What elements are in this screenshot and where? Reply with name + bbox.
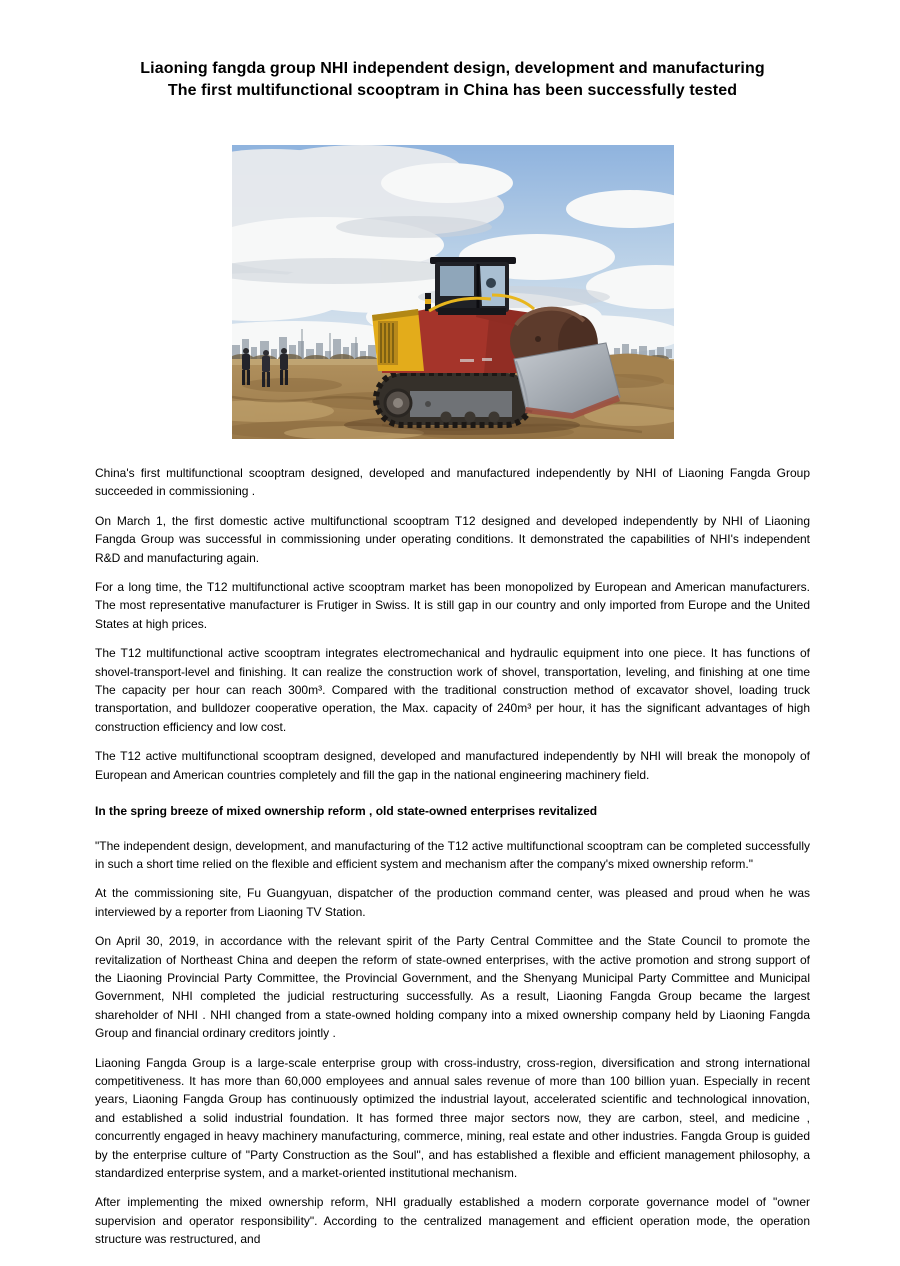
cab-side-window — [440, 266, 474, 296]
paragraph: The T12 multifunctional active scooptram integrates electromechanical and hydraulic equipment into one piece. It has functions of shovel-transport-level and finishing. It can realize the construction work of shovel, transportation, leveling, and finishing at one time The capacity per hour can reach 300m³. Compared with the traditional construction method of excavator shovel, loading truck transportation, and bulldozer cooperative operation, the Max. capacity of 240m³ per hour, it has the significant advantages of high construction efficiency and low cost. — [95, 646, 810, 734]
operator-cab — [430, 257, 516, 315]
paragraph: At the commissioning site, Fu Guangyuan, dispatcher of the production command center, was pleased and proud when he was interviewed by a reporter from Liaoning TV Station. — [95, 886, 810, 919]
paragraph: The T12 active multifunctional scooptram designed, developed and manufactured independently by NHI will break the monopoly of European and American countries completely and fill the gap in the national engineering machinery field. — [95, 749, 810, 782]
article-title-line1: Liaoning fangda group NHI independent design, development and manufacturing — [140, 60, 765, 77]
engine-module — [372, 309, 424, 371]
crawler-tracks — [376, 373, 532, 425]
exhaust-pipe — [425, 293, 431, 311]
article-photo — [232, 145, 674, 439]
paragraph: "The independent design, development, and manufacturing of the T12 active multifunctional scooptram can be completed successfully in such a short time relied on the flexible and efficient system and mechanism after the company's mixed ownership reform." — [95, 838, 810, 871]
paragraph: On March 1, the first domestic active multifunctional scooptram T12 designed and developed independently by NHI of Liaoning Fangda Group was successful in commissioning under operating conditions. It demonstrated the capabilities of NHI's independent R&D and manufacturing again. — [95, 513, 810, 565]
operator-silhouette — [486, 278, 496, 288]
paragraph: Liaoning Fangda Group is a large-scale enterprise group with cross-industry, cross-region, diversification and strong international competitiveness. It has more than 60,000 employees and annual sales revenue of more than 100 billion yuan. Especially in recent years, Liaoning Fangda Group has continuously optimized the industrial layout, accelerated scientific and technological innovation, and established a solid industrial foundation. It has formed three major sectors now, they are carbon, steel, and medicine , concurrently engaged in heavy machinery manufacturing, commerce, mining, real estate and other industries. Fangda Group is guided by the enterprise culture of "Party Construction as the Soul", and has established a flexible and efficient management philosophy, a standardized enterprise system, and a market-oriented institutional mechanism. — [95, 1055, 810, 1180]
article-title — [95, 58, 810, 101]
scooptram-photo-illustration — [232, 145, 674, 439]
paragraph: On April 30, 2019, in accordance with the relevant spirit of the Party Central Committee and the State Council to promote the revitalization of Northeast China and deepen the reform of state-owned enterprises, with the active promotion and strong support of the Liaoning Provincial Party Committee, the Provincial Government, and the Shenyang Municipal Party Committee and Municipal Government, NHI completed the judicial restructuring successfully. As a result, Liaoning Fangda Group became the largest shareholder of NHI . NHI changed from a state-owned holding company into a mixed ownership company held by Liaoning Fangda Group and financial ordinary creditors jointly . — [95, 934, 810, 1041]
paragraph: For a long time, the T12 multifunctional active scooptram market has been monopolized by European and American manufacturers. The most representative manufacturer is Frutiger in Swiss. It is still gap in our country and only imported from Europe and the United States at high prices. — [95, 580, 810, 631]
paragraph: China's first multifunctional scooptram designed, developed and manufactured independently by NHI of Liaoning Fangda Group succeeded in commissioning . — [95, 466, 810, 499]
paragraph: After implementing the mixed ownership reform, NHI gradually established a modern corporate governance model of "owner supervision and operator responsibility". According to the centralized management and efficient operation mode, the operation structure was restructured, and — [95, 1195, 810, 1247]
article-title-line2: The first multifunctional scooptram in China has been successfully tested — [167, 81, 738, 99]
article-page — [0, 58, 900, 1266]
section-subheading: In the spring breeze of mixed ownership reform , old state-owned enterprises revitalized — [95, 804, 598, 819]
